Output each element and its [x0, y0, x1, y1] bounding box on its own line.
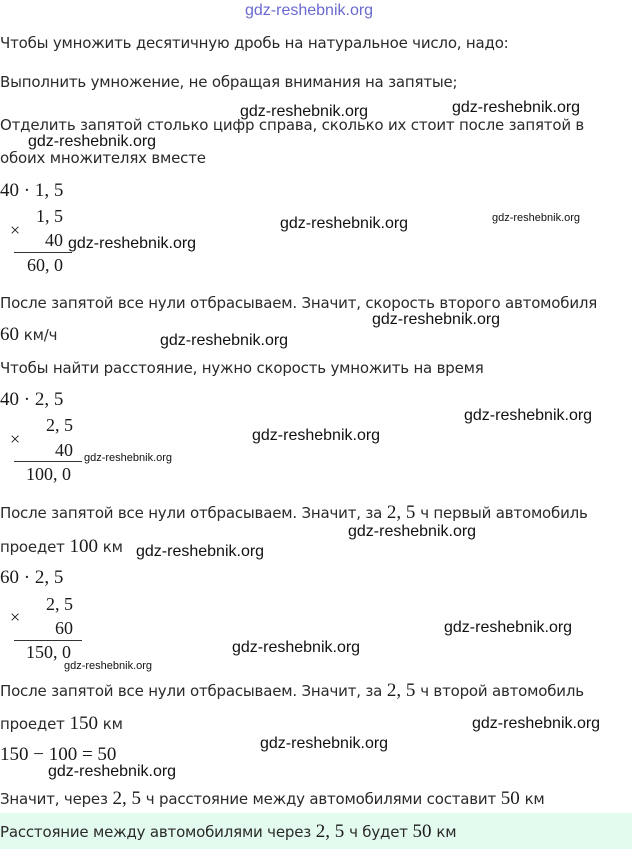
calc3-expression: 60 · 2, 5: [0, 567, 64, 588]
after-calc1-text: После запятой все нули отбрасываем. Значит, скорость второго автомобиля: [0, 294, 598, 312]
after-calc3-time: 2, 5: [386, 680, 416, 701]
watermark: gdz-reshebnik.org: [372, 311, 501, 328]
calc2-rule: [14, 461, 82, 462]
intro-text: Чтобы умножить десятичную дробь на натуральное число, надо:: [0, 34, 509, 52]
conclusion-text-a: Значит, через: [0, 790, 108, 808]
calc3-result: 150, 0: [26, 642, 71, 662]
after-calc2-time: 2, 5: [386, 502, 416, 523]
after-calc2-line-2: [0, 536, 123, 558]
watermark: gdz-reshebnik.org: [64, 660, 153, 672]
conclusion-text-b: ч расстояние между автомобилями составит: [145, 790, 496, 808]
watermark: gdz-reshebnik.org: [472, 715, 601, 732]
after-calc3-line-2: [0, 713, 123, 735]
speed2-unit: км/ч: [23, 326, 58, 344]
calc2-result: 100, 0: [26, 464, 71, 484]
after-calc2-unit: км: [102, 538, 123, 556]
calc2-multiply-sign: ×: [10, 429, 21, 449]
calc1-bottom: 40: [45, 230, 63, 250]
calc2-top: 2, 5: [46, 415, 73, 435]
conclusion-line: [0, 788, 545, 810]
calc2-bottom: 40: [55, 440, 73, 460]
after-calc2-text-b: ч первый автомобиль: [420, 504, 588, 522]
calc2-expression: 40 · 2, 5: [0, 389, 64, 410]
calc1-rule: [14, 252, 72, 253]
answer-text-b: ч будет: [349, 823, 408, 841]
rule-2-line-2: обоих множителях вместе: [0, 149, 206, 167]
distance-rule: Чтобы найти расстояние, нужно скорость умножить на время: [0, 359, 484, 377]
watermark: gdz-reshebnik.org: [260, 735, 389, 752]
watermark: gdz-reshebnik.org: [444, 619, 573, 636]
watermark: gdz-reshebnik.org: [48, 763, 177, 780]
after-calc2-distance: 100: [69, 536, 98, 557]
calc1-top: 1, 5: [36, 206, 63, 226]
rule-2-line-1: Отделить запятой столько цифр справа, сколько их стоит после запятой в: [0, 116, 585, 134]
calc3-multiply-sign: ×: [10, 607, 21, 627]
after-calc2-text-a: После запятой все нули отбрасываем. Значит, за: [0, 504, 383, 522]
answer-line: [0, 821, 456, 843]
watermark: gdz-reshebnik.org: [136, 543, 265, 560]
difference: 150 − 100 = 50: [0, 744, 117, 765]
watermark: gdz-reshebnik.org: [348, 523, 477, 540]
answer-distance: 50: [412, 821, 432, 842]
watermark: gdz-reshebnik.org: [84, 452, 173, 464]
calc3-rule: [14, 640, 82, 641]
calc3-bottom: 60: [55, 618, 73, 638]
watermark: gdz-reshebnik.org: [68, 235, 197, 252]
calc1-expression: 40 · 1, 5: [0, 180, 64, 201]
watermark: gdz-reshebnik.org: [280, 215, 409, 232]
header-watermark: gdz-reshebnik.org: [245, 2, 374, 19]
calc1-multiply-sign: ×: [10, 220, 21, 240]
watermark: gdz-reshebnik.org: [452, 99, 581, 116]
after-calc3-unit: км: [102, 715, 123, 733]
after-calc3-distance: 150: [69, 713, 98, 734]
watermark: gdz-reshebnik.org: [492, 212, 581, 224]
watermark: gdz-reshebnik.org: [28, 133, 157, 150]
watermark: gdz-reshebnik.org: [160, 332, 289, 349]
watermark: gdz-reshebnik.org: [240, 103, 369, 120]
rule-1: Выполнить умножение, не обращая внимания на запятые;: [0, 73, 458, 91]
watermark: gdz-reshebnik.org: [252, 427, 381, 444]
conclusion-distance: 50: [500, 788, 520, 809]
after-calc3-line-1: [0, 680, 584, 702]
watermark: gdz-reshebnik.org: [232, 639, 361, 656]
after-calc2-text-c: проедет: [0, 538, 65, 556]
after-calc3-text-a: После запятой все нули отбрасываем. Значит, за: [0, 682, 383, 700]
calc1-result: 60, 0: [27, 255, 63, 275]
speed2-line: [0, 324, 57, 346]
watermark: gdz-reshebnik.org: [464, 407, 593, 424]
after-calc2-line-1: [0, 502, 588, 524]
after-calc3-text-b: ч второй автомобиль: [420, 682, 584, 700]
speed2-value: 60: [0, 324, 19, 345]
answer-time: 2, 5: [315, 821, 345, 842]
calc3-top: 2, 5: [46, 594, 73, 614]
answer-unit: км: [436, 823, 457, 841]
answer-text-a: Расстояние между автомобилями через: [0, 823, 311, 841]
conclusion-unit: км: [524, 790, 545, 808]
conclusion-time: 2, 5: [112, 788, 141, 809]
after-calc3-text-c: проедет: [0, 715, 65, 733]
